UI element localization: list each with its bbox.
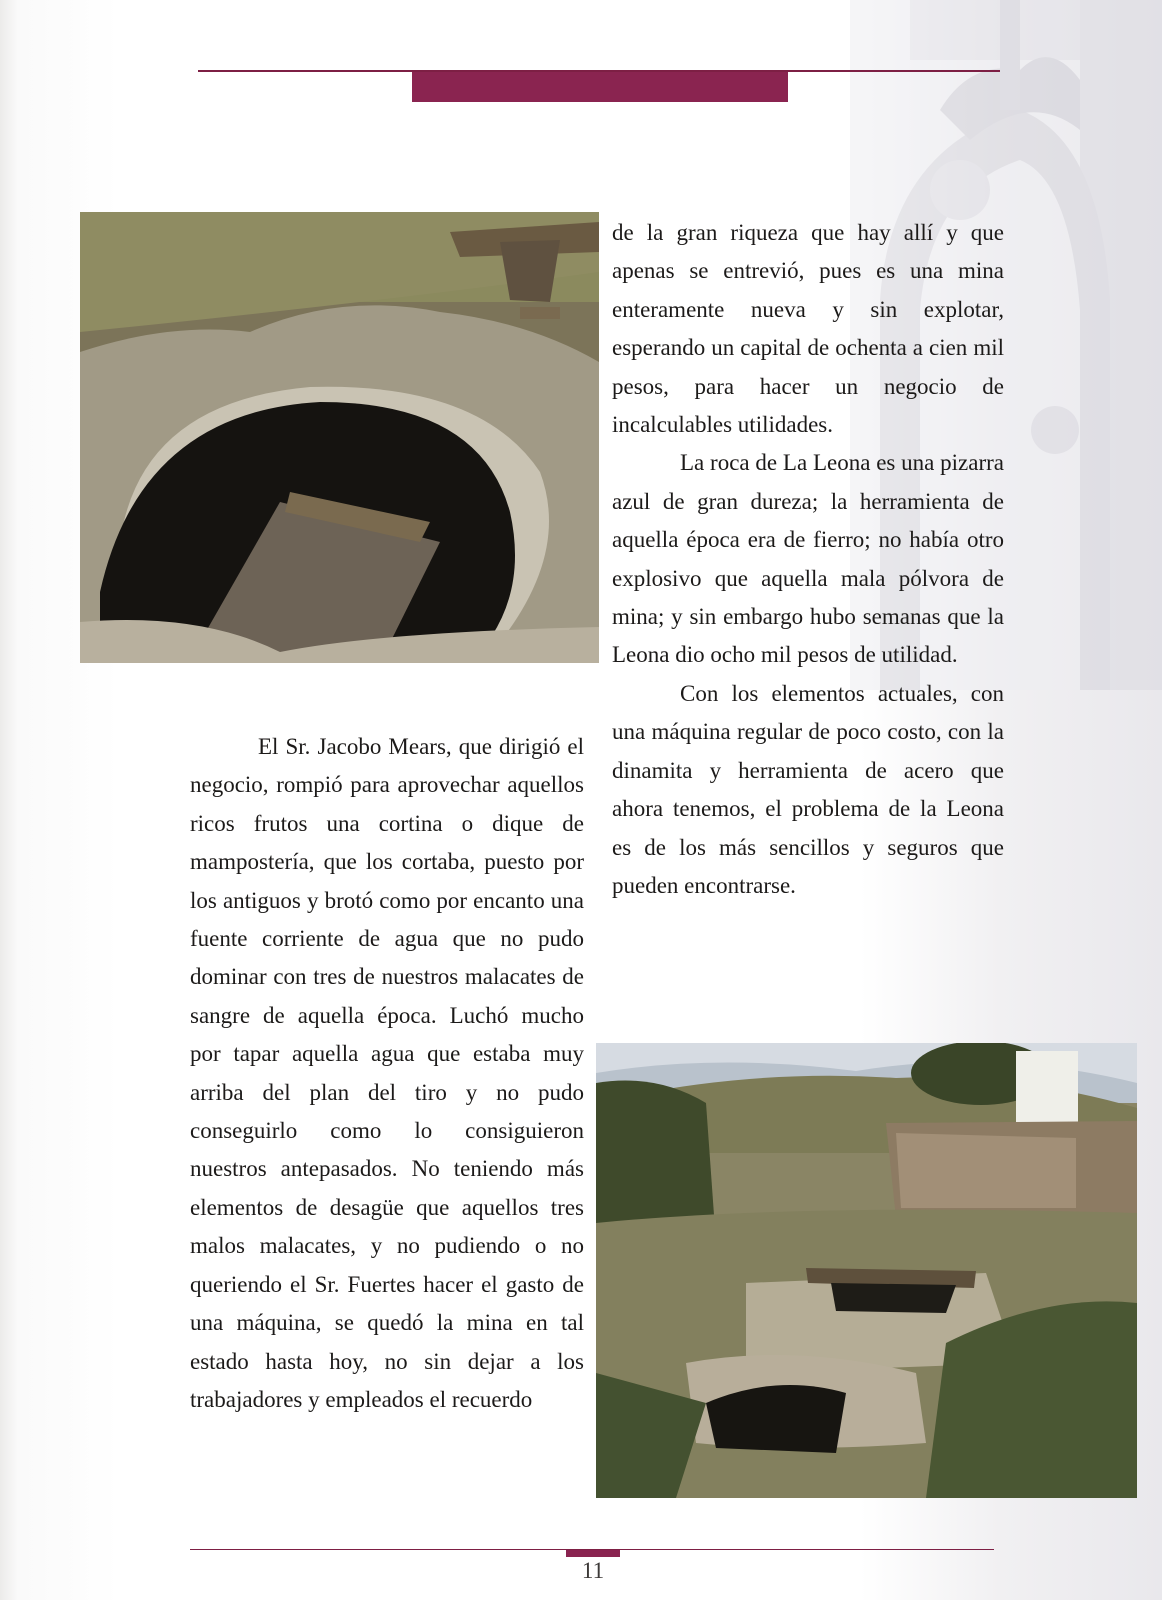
right-text-column (612, 214, 1004, 905)
mine-site-landscape-photo (596, 1043, 1137, 1498)
footer-accent-bar (566, 1550, 620, 1557)
paragraph: La roca de La Leona es una pizarra azul de gran dureza; la herramienta de aquella época era de fierro; no había otro explosivo que aquella mala pólvora de mina; y sin embargo hubo semanas que la Leona dio ocho mil pesos de utilidad. (612, 450, 1004, 668)
paragraph: de la gran riqueza que hay allí y que apenas se entrevió, pues es una mina enteramente nueva y sin explotar, esperando un capital de ochenta a cien mil pesos, para hacer un negocio de incalculables utilidades. (612, 220, 1004, 438)
paragraph: Con los elementos actuales, con una máquina regular de poco costo, con la dinamita y herramienta de acero que ahora tenemos, el problema de la Leona es de los más sencillos y seguros que pueden encontrarse. (612, 680, 1004, 898)
page-number: 11 (581, 1558, 605, 1583)
header-accent-bar (412, 72, 788, 102)
left-text-column (190, 728, 584, 1419)
paragraph: El Sr. Jacobo Mears, que dirigió el negocio, rompió para aprovechar aquellos ricos frutos una cortina o dique de mampostería, que los cortaba, puesto por los antiguos y brotó como por encanto una fuente corriente de agua que no pudo dominar con tres de nuestros malacates de sangre de aquella época. Luchó mucho por tapar aquella agua que estaba muy arriba del plan del tiro y no pudo conseguirlo como lo consiguieron nuestros antepasados. No teniendo más elementos de desagüe que aquellos tres malos malacates, y no pudiendo o no queriendo el Sr. Fuertes hacer el gasto de una máquina, se quedó la mina en tal estado hasta hoy, no sin dejar a los trabajadores y empleados el recuerdo (190, 734, 584, 1412)
mine-shaft-photo (80, 212, 599, 663)
